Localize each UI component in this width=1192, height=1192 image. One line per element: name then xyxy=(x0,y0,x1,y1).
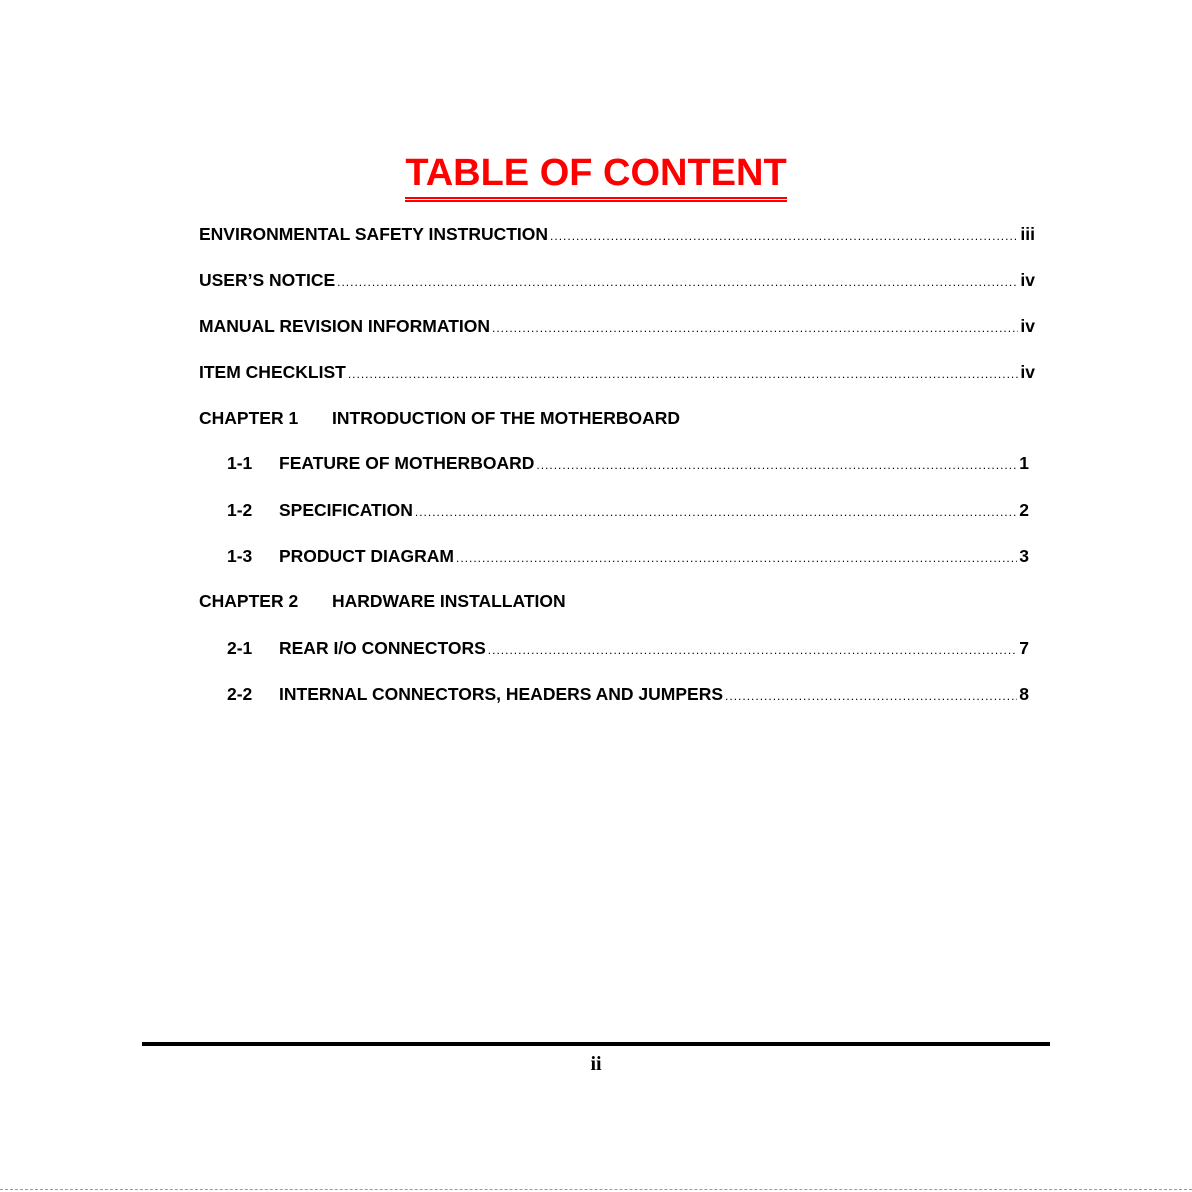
page-title xyxy=(0,150,1192,202)
toc-entry-label: MANUAL REVISION INFORMATION xyxy=(199,316,491,336)
toc-chapter-heading[interactable] xyxy=(199,408,1035,438)
toc-entry[interactable] xyxy=(199,224,1035,254)
section-label: FEATURE OF MOTHERBOARD xyxy=(279,453,535,473)
section-number: 2-1 xyxy=(227,638,253,658)
toc-entry-page: iv xyxy=(1020,362,1035,382)
toc-section[interactable] xyxy=(227,546,1029,576)
toc-entry-page: iv xyxy=(1020,316,1035,336)
section-label: PRODUCT DIAGRAM xyxy=(279,546,454,566)
toc-section[interactable] xyxy=(227,638,1029,668)
section-number: 1-2 xyxy=(227,500,253,520)
chapter-number: CHAPTER 1 xyxy=(199,408,299,428)
toc-leader-dots xyxy=(348,362,1019,383)
section-number: 2-2 xyxy=(227,684,253,704)
footer-divider xyxy=(142,1042,1050,1046)
toc-leader-dots xyxy=(550,224,1018,245)
toc-leader-dots xyxy=(337,270,1018,291)
section-page: 8 xyxy=(1019,684,1029,704)
section-page: 3 xyxy=(1019,546,1029,566)
section-number: 1-1 xyxy=(227,453,253,473)
toc-chapter-heading[interactable] xyxy=(199,591,1035,621)
toc-section[interactable] xyxy=(227,500,1029,530)
toc-leader-dots xyxy=(488,638,1017,659)
page-number: ii xyxy=(590,1053,602,1075)
toc-section[interactable] xyxy=(227,453,1029,483)
page-bottom-edge xyxy=(0,1189,1192,1190)
chapter-number: CHAPTER 2 xyxy=(199,591,299,611)
toc-entry[interactable] xyxy=(199,270,1035,300)
chapter-title: HARDWARE INSTALLATION xyxy=(332,591,566,611)
section-page: 1 xyxy=(1019,453,1029,473)
toc-leader-dots xyxy=(415,500,1017,521)
toc-section[interactable] xyxy=(227,684,1029,714)
section-label: INTERNAL CONNECTORS, HEADERS AND JUMPERS xyxy=(279,684,724,704)
section-number: 1-3 xyxy=(227,546,253,566)
toc-leader-dots xyxy=(456,546,1017,567)
toc-entry-label: USER’S NOTICE xyxy=(199,270,336,290)
page-title-text: TABLE OF CONTENT xyxy=(405,153,786,202)
toc-leader-dots xyxy=(536,453,1017,474)
toc-entry-page: iii xyxy=(1020,224,1035,244)
toc-entry[interactable] xyxy=(199,362,1035,392)
section-label: REAR I/O CONNECTORS xyxy=(279,638,486,658)
section-page: 7 xyxy=(1019,638,1029,658)
toc-leader-dots xyxy=(725,684,1017,705)
section-page: 2 xyxy=(1019,500,1029,520)
section-label: SPECIFICATION xyxy=(279,500,413,520)
chapter-title: INTRODUCTION OF THE MOTHERBOARD xyxy=(332,408,681,428)
toc-leader-dots xyxy=(492,316,1018,337)
toc-entry-label: ENVIRONMENTAL SAFETY INSTRUCTION xyxy=(199,224,549,244)
toc-entry[interactable] xyxy=(199,316,1035,346)
toc-entry-label: ITEM CHECKLIST xyxy=(199,362,346,382)
toc-entry-page: iv xyxy=(1020,270,1035,290)
